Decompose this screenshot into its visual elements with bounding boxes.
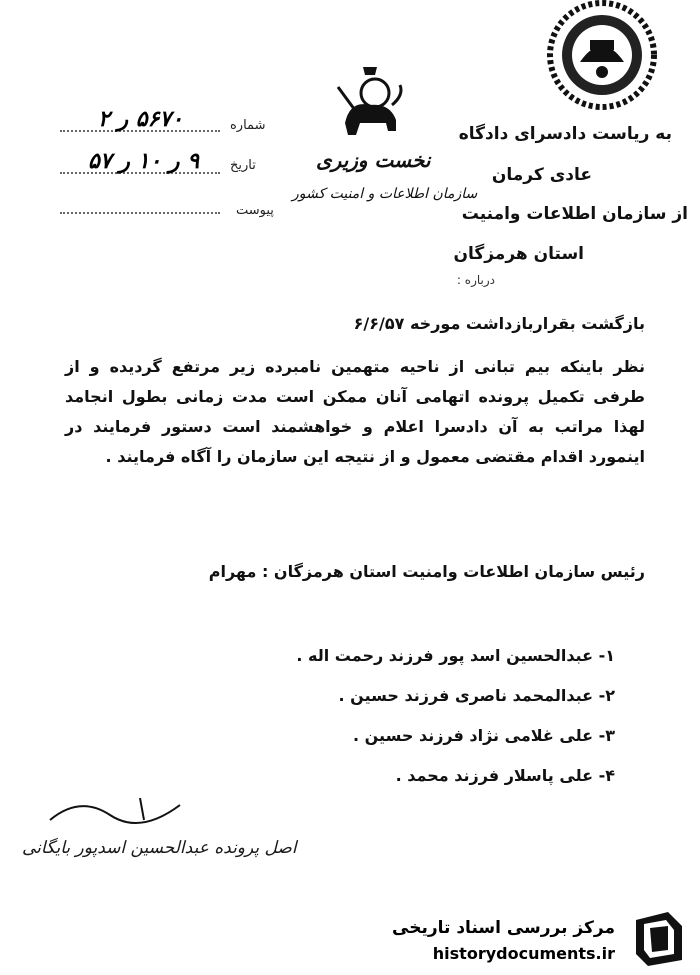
attachment-dotted-line <box>60 212 220 214</box>
history-documents-logo <box>628 908 690 968</box>
number-label: شماره <box>230 118 266 133</box>
watermark-persian: مرکز بررسی اسناد تاریخی <box>392 918 615 938</box>
list-item: ۱- عبدالحسین اسد پور فرزند رحمت اله . <box>296 646 615 665</box>
lion-and-sun-emblem <box>330 65 410 145</box>
date-label: تاریخ <box>230 158 256 173</box>
subject-label: درباره : <box>456 273 495 287</box>
address-line-4: استان هرمزگان <box>453 244 584 264</box>
date-value: ۹ ر ۱۰ ر ۵۷ <box>88 148 200 174</box>
handwritten-note: اصل پرونده عبدالحسین اسدپور بایگانی <box>22 838 297 858</box>
signature-line: رئیس سازمان اطلاعات وامنیت استان هرمزگان : مهرام <box>208 562 645 581</box>
address-line-3: از سازمان اطلاعات وامنیت <box>461 204 688 224</box>
body-paragraph: نظر باینکه بیم تبانی از ناحیه متهمین نامبرده زیر مرتفع گردیده و از طرفی تکمیل پرونده اتهامی آنان ممکن است مدت زمانی بطول انجامد لهذا مراتب به آن دادسرا اعلام و خواهشمند است دستور فرمایند در اینمورد اقدام مقتضی معمول و از نتیجه این سازمان را آگاه فرمایند . <box>65 357 645 466</box>
seal-stamp <box>530 0 670 120</box>
address-line-1: به ریاست دادسرای دادگاه <box>458 124 672 144</box>
list-item: ۲- عبدالمحمد ناصری فرزند حسین . <box>338 686 615 705</box>
list-item: ۳- علی غلامی نژاد فرزند حسین . <box>352 726 615 745</box>
reference-line: بازگشت بقراربازداشت مورخه ۶/۶/۵۷ <box>353 314 645 333</box>
address-line-2: عادی کرمان <box>491 165 592 185</box>
attachment-label: پیوست <box>236 203 274 218</box>
watermark-url: historydocuments.ir <box>432 944 615 963</box>
number-value: ۵۶۷۰ ر ۲ <box>98 106 184 132</box>
organization-name: سازمان اطلاعات و امنیت کشور <box>292 186 478 202</box>
list-item: ۴- علی پاسلار فرزند محمد . <box>395 766 615 785</box>
handwritten-scribble <box>40 790 200 830</box>
ministry-title: نخست وزیری <box>316 148 431 172</box>
